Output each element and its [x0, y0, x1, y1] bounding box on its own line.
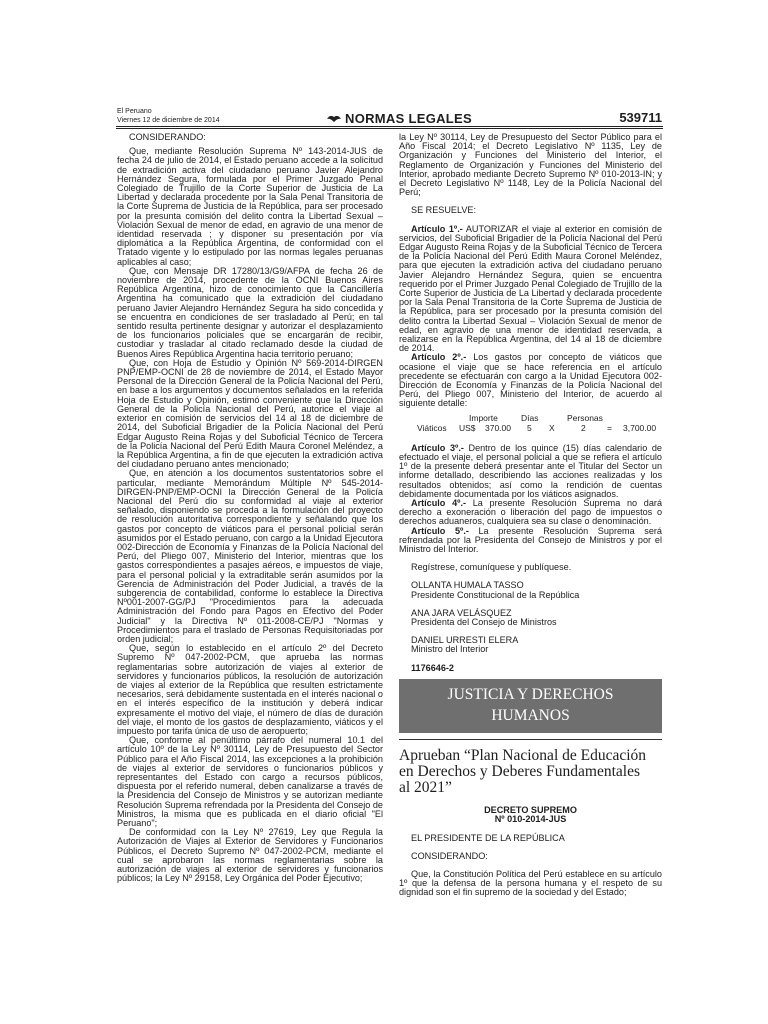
viaticos-calculation: [417, 413, 662, 435]
paragraph-continuation: la Ley Nº 30114, Ley de Presupuesto del Sector Público para el Año Fiscal 2014; el Decreto Legislativo Nº 1135, Ley de Organización y Funciones del Ministerio del Interior, el Reglamento de Organización y Funciones del Ministerio del Interior, aprobado mediante Decreto Supremo Nº 010-2013-IN; y el Decreto Legislativo Nº 1148, Ley de la Policía Nacional del Perú;: [399, 133, 662, 198]
banner-line: HUMANOS: [491, 706, 570, 724]
norm-title-line: Aprueban “Plan Nacional de Educación: [399, 746, 647, 764]
se-resuelve-heading: SE RESUELVE:: [411, 205, 477, 216]
signatures: [399, 563, 662, 673]
calc-header-personas: Personas: [567, 412, 603, 423]
calc-amount: 370.00: [485, 422, 511, 433]
calc-currency: US$: [459, 422, 476, 433]
article-text: La presente Resolución Suprema será refrendada por la Presidenta del Consejo de Ministros y por el Ministro del Interior.: [399, 525, 662, 554]
signatory-name: OLLANTA HUMALA TASSO: [411, 580, 524, 591]
coat-of-arms-icon: [326, 114, 342, 124]
article-label: Artículo 1º.-: [411, 223, 463, 234]
calc-header-dias: Días: [521, 412, 539, 423]
paragraph: Que, con Mensaje DR 17280/13/G9/AFPA de fecha 26 de noviembre de 2014, procedente de la OCNI Buenos Aires República Argentina, hizo de conocimiento que la Cancillería Argentina ha comunicado que la extradición del ciudadano peruano Javier Alejandro Hernández Segura ha sido concedida y se encuentra en condiciones de ser trasladado al Perú; en tal sentido resulta pertinente designar y autorizar el desplazamiento de los funcionarios policiales que se encargarán de recibir, custodiar y trasladar al citado reclamado desde la ciudad de Buenos Aires República Argentina hacia territorio peruano;: [117, 265, 383, 359]
calc-persons: 2: [581, 422, 586, 433]
banner-line: JUSTICIA Y DERECHOS: [447, 685, 614, 703]
calc-total: 3,700.00: [623, 422, 657, 433]
paragraph: Que, en atención a los documentos sustentatorios sobre el particular, mediante Memorándum Múltiple Nº 545-2014-DIRGEN-PNP/EMP-OCNI la Dirección General de la Policía Nacional del Perú dio su conformidad al viaje al exterior señalado, disponiendo se proceda a la formulación del proyecto de resolución autoritativa correspondiente y señalando que los gastos por concepto de viáticos para el personal policial serán asumidos por el Estado peruano, con cargo a la Unidad Ejecutora 002-Dirección de Economía y Finanzas de la Policía Nacional del Perú, del Pliego 007, Ministerio del Interior, mientras que los gastos correspondientes a pasajes aéreos, e impuestos de viaje, para el personal policial y la extraditable serán asumidos por la Gerencia de Administración del Poder Judicial, a través de la subgerencia de contabilidad, conforme lo establece la Directiva Nº001-2007-GG/PJ "Procedimientos para la adecuada Administración del Fondo para Pagos en Efectivo del Poder Judicial" y la Directiva Nº 011-2008-CE/PJ "Normas y Procedimientos para el traslado de Personas Requisitoriadas por orden judicial;: [117, 468, 383, 644]
article-text: La presente Resolución Suprema no dará derecho a exoneración o liberación del pago de impuestos o derechos aduaneros, cualquiera sea su clase o denominación.: [399, 497, 662, 527]
header-rule-top: [116, 126, 663, 127]
paragraph: Que, según lo establecido en el artículo 2º del Decreto Supremo Nº 047-2002-PCM, que aprueba las normas reglamentarias sobre autorización de viajes al exterior de servidores y funcionarios públicos, la resolución de autorización de viajes al exterior de la República que resulten estrictamente necesarios, será debidamente sustentada en el interés nacional o en el interés específico de la institución y deberá indicar expresamente el motivo del viaje, el número de días de duración del viaje, el monto de los gastos de desplazamiento, viáticos y el impuesto por tarifa única de uso de aeropuerto;: [117, 643, 383, 736]
article-label: Artículo 5º.-: [411, 525, 469, 536]
closing-formula: Regístrese, comuníquese y publíquese.: [411, 562, 572, 573]
page-number: 539711: [619, 110, 662, 125]
signatory-title: Ministro del Interior: [411, 644, 489, 655]
norm-title-line: en Derechos y Deberes Fundamentales: [399, 762, 641, 780]
reference-number: 1176646-2: [411, 662, 454, 673]
calc-header-importe: Importe: [469, 412, 498, 423]
paragraph: De conformidad con la Ley Nº 27619, Ley que Regula la Autorización de Viajes al Exterior de Servidores y Funcionarios Públicos, el Decreto Supremo Nº 047-2002-PCM, mediante el cual se aprobaron las normas reglamentarias sobre la autorización de viajes al exterior de servidores y funcionarios públicos; la Ley Nº 29158, Ley Orgánica del Poder Ejecutivo;: [117, 827, 383, 884]
header-rule-bottom: [116, 128, 663, 129]
norm-title: [399, 748, 662, 796]
paragraph: Que, con Hoja de Estudio y Opinión Nº 569-2014-DIRGEN PNP/EMP-OCNI de 28 de noviembre de 2014, el Estado Mayor Personal de la Dirección General de la Policía Nacional del Perú, en base a los argumentos y documentos señalados en la referida Hoja de Estudio y Opinión, estimó conveniente que la Dirección General de la Policía Nacional del Perú, autorice el viaje al exterior en comisión de servicios del 14 al 18 de diciembre de 2014, del Suboficial Brigadier de la Policía Nacional del Perú Edgar Augusto Reina Rojas y del Suboficial Técnico de Tercera de la Policía Nacional del Perú Edith Maura Coronel Meléndez, a la República Argentina, a fin de que ejecuten la extradición activa del ciudadano peruano antes mencionado;: [117, 357, 383, 470]
article-label: Artículo 4º.-: [411, 497, 467, 508]
calc-equals: =: [607, 422, 612, 433]
newspaper-name: El Peruano: [117, 108, 152, 115]
section-title: NORMAS LEGALES: [345, 111, 472, 126]
signatory-title: Presidenta del Consejo de Ministros: [411, 616, 557, 627]
article-3: [399, 444, 662, 499]
signatory-name: ANA JARA VELÁSQUEZ: [411, 607, 512, 618]
article-4: [399, 499, 662, 527]
article-2: [399, 353, 662, 408]
signatory-name: DANIEL URRESTI ELERA: [411, 635, 519, 646]
calc-multiply: X: [549, 422, 555, 433]
article-label: Artículo 2º.-: [411, 352, 467, 363]
section-banner: [399, 679, 662, 733]
section-logo: [326, 111, 472, 126]
considerando-heading: CONSIDERANDO:: [129, 133, 206, 142]
article-text: AUTORIZAR el viaje al exterior en comisión de servicios, del Suboficial Brigadier de la Policía Nacional del Perú Edgar Augusto Reina Rojas y de la Suboficial Técnico de Tercera de la Policía Nacional del Perú Edith Maura Coronel Meléndez, para que ejecuten la extradición activa del ciudadano peruano Javier Alejandro Hernández Segura, quien se encuentra requerido por el Primer Juzgado Penal Colegiado de Trujillo de la Corte Superior de Justicia de La Libertad y declarada procedente por la Sala Penal Transitoria de la Corte Suprema de Justicia de la República, para ser procesado por la presunta comisión del delito contra la Libertad Sexual – Violación Sexual de menor de edad, en agravio de una menor de identidad reservada, a realizarse en la República Argentina, del 14 al 18 de diciembre de 2014.: [399, 223, 662, 354]
president-line: EL PRESIDENTE DE LA REPÚBLICA: [411, 832, 565, 843]
decree-type: DECRETO SUPREMO: [484, 804, 577, 815]
paragraph: Que, conforme al penúltimo párrafo del numeral 10.1 del artículo 10º de la Ley Nº 30114, Ley de Presupuesto del Sector Público para el Año Fiscal 2014, las excepciones a la prohibición de viajes al exterior de servidores o funcionarios públicos y representantes del Estado con cargo a recursos públicos, dispuesta por el referido numeral, deben canalizarse a través de la Presidencia del Consejo de Ministros y se autorizan mediante Resolución Suprema refrendada por la Presidenta del Consejo de Ministros, la misma que es publicada en el diario oficial "El Peruano";: [117, 735, 383, 829]
left-column: [117, 133, 383, 1024]
calc-concept: Viáticos: [417, 422, 447, 433]
article-5: [399, 527, 662, 555]
calc-days: 5: [527, 422, 532, 433]
banner-rule: [399, 739, 662, 740]
norm-title-line: al 2021”: [399, 778, 452, 796]
paragraph: Que, mediante Resolución Suprema Nº 143-2014-JUS de fecha 24 de julio de 2014, el Estado peruano accede a la solicitud de extradición activa del ciudadano peruano Javier Alejandro Hernández Segura, formulada por el Primer Juzgado Penal Colegiado de Trujillo de la Corte Superior de Justicia de La Libertad y declarada procedente por la Sala Penal Transitoria de la Corte Suprema de Justicia de la República, para ser procesado por la presunta comisión del delito contra la Libertad Sexual – Violación Sexual de menor de edad, en agravio de una menor de identidad reservada ; y disponer su presentación por vía diplomática a la República Argentina, de conformidad con el Tratado vigente y lo estipulado por las normas legales peruanas aplicables al caso;: [117, 146, 383, 267]
article-label: Artículo 3º.-: [411, 442, 464, 453]
article-text: Los gastos por concepto de viáticos que ocasione el viaje que se hace referencia en el artículo precedente se efectuarán con cargo a la Unidad Ejecutora 002-Dirección de Economía y Finanzas de la Policía Nacional del Perú, del Pliego 007, Ministerio del Interior, de acuerdo al siguiente detalle:: [399, 352, 662, 409]
publication-date: Viernes 12 de diciembre de 2014: [117, 117, 220, 124]
decree-heading: [399, 806, 662, 825]
signatory-title: Presidente Constitucional de la República: [411, 589, 580, 600]
paragraph: Que, la Constitución Política del Perú establece en su artículo 1º que la defensa de la persona humana y el respeto de su dignidad son el fin supremo de la sociedad y del Estado;: [399, 868, 662, 898]
right-column: [399, 133, 662, 1024]
article-text: Dentro de los quince (15) días calendario de efectuado el viaje, el personal policial a que se refiera el artículo 1º de la presente deberá presentar ante el Titular del Sector un informe detallado, describiendo las acciones realizadas y los resultados obtenidos; así como la rendición de cuentas debidamente documentada por los viáticos asignados.: [399, 442, 662, 499]
considerando-heading: CONSIDERANDO:: [411, 850, 488, 861]
article-1: [399, 225, 662, 354]
decree-number: Nº 010-2014-JUS: [494, 814, 567, 825]
